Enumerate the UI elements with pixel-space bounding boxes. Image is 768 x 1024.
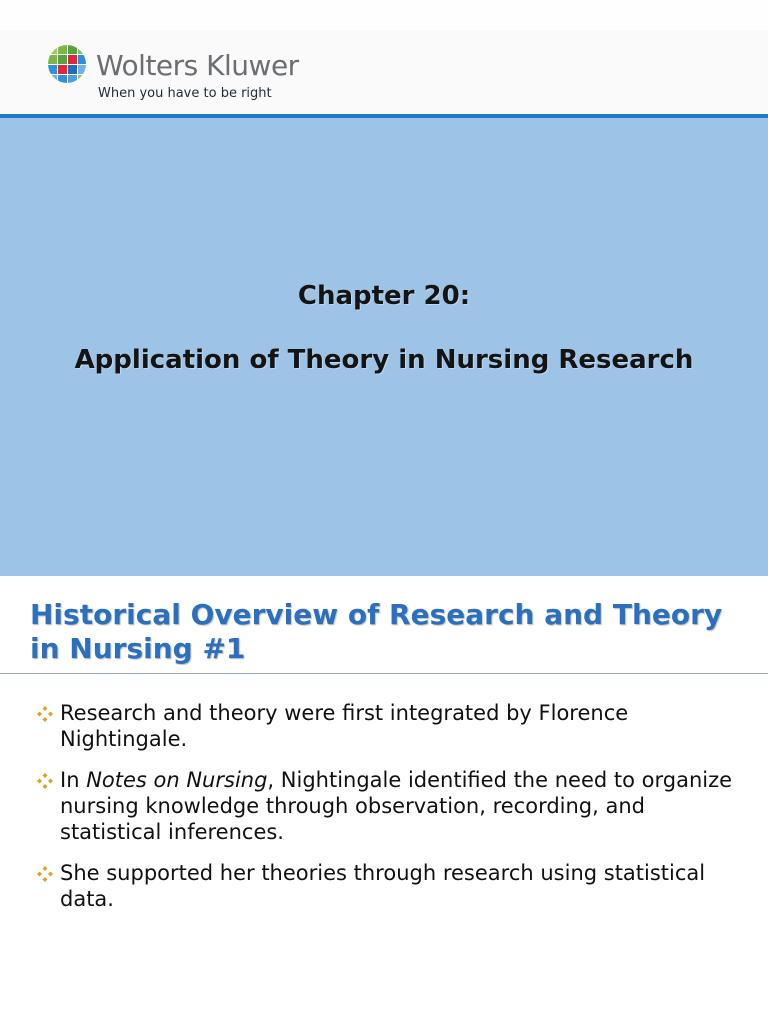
bullet-text-after: , Nightingale identified the need to organize nursing knowledge through observation, recording, and statistical inferences. (60, 768, 733, 844)
list-item (36, 767, 736, 845)
title-divider (0, 673, 768, 674)
diamond-bullet-icon (36, 865, 54, 883)
diamond-bullet-icon (36, 772, 54, 790)
chapter-title: Application of Theory in Nursing Research (74, 345, 694, 375)
diamond-bullet-icon (36, 705, 54, 723)
brand-tagline: When you have to be right (98, 86, 272, 101)
bullet-text: She supported her theories through research using statistical data. (60, 861, 706, 911)
content-slide (0, 576, 768, 1024)
brand-name: Wolters Kluwer (96, 49, 299, 82)
slide-title: Historical Overview of Research and Theory in Nursing #1 (30, 598, 723, 665)
chapter-label: Chapter 20: (297, 281, 471, 311)
wolters-kluwer-logo-icon (47, 44, 87, 84)
list-item (36, 860, 736, 912)
bullet-text: Research and theory were first integrated by Florence Nightingale. (60, 701, 629, 751)
bullet-list (36, 700, 736, 927)
book-title: Notes on Nursing (86, 768, 268, 792)
bullet-text-before: In (60, 768, 87, 792)
list-item (36, 700, 736, 752)
